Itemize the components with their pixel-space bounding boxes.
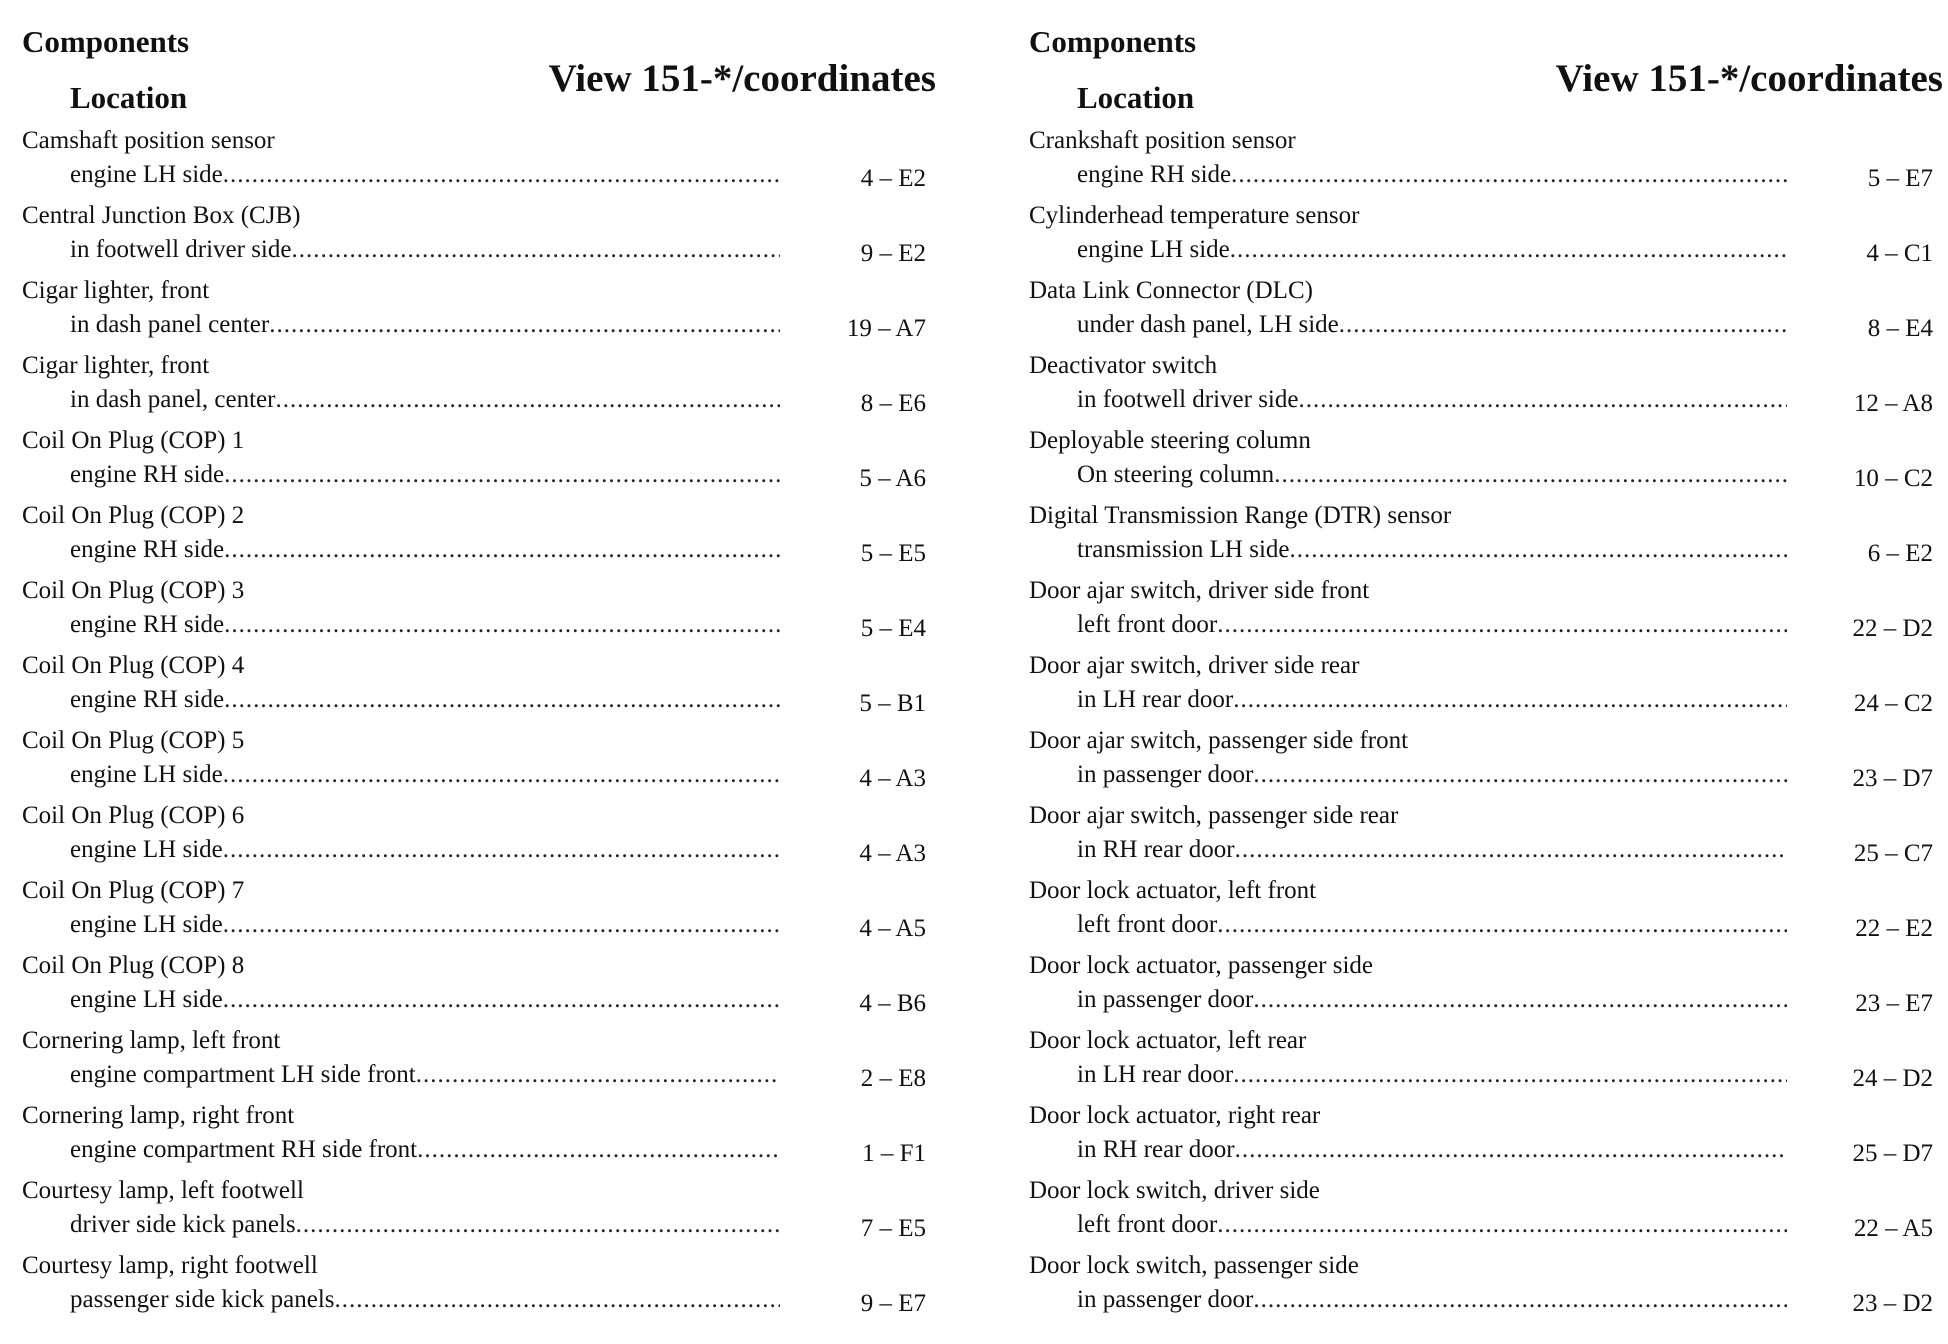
location-line [1077,610,1787,640]
component-name: Deactivator switch [1029,352,1218,379]
component-name: Cigar lighter, front [22,352,210,379]
component-location: engine RH side [70,536,225,563]
location-heading: Location [70,80,188,115]
list-item [16,726,956,801]
components-heading: Components [1029,24,1197,59]
view-coordinate: 4 – C1 [1866,240,1933,267]
component-location: engine compartment RH side front [70,1136,418,1163]
component-location: transmission LH side [1077,536,1290,563]
component-location: left front door [1077,911,1218,938]
view-coordinate: 25 – D7 [1852,1140,1933,1167]
location-line [70,535,780,565]
component-name: Cylinderhead temperature sensor [1029,202,1360,229]
dot-leader [1217,910,1787,940]
right-page [1023,0,1948,1344]
dot-leader [416,1060,780,1090]
component-location: in RH rear door [1077,1136,1235,1163]
component-name: Door ajar switch, passenger side rear [1029,802,1399,829]
location-line [1077,985,1787,1015]
list-item [1023,126,1948,201]
view-coordinate: 23 – D2 [1852,1290,1933,1317]
list-item [16,576,956,651]
dot-leader [1235,835,1787,865]
location-line [70,1285,780,1315]
view-coordinate: 5 – E4 [860,615,926,642]
dot-leader [224,460,780,490]
location-heading: Location [1077,80,1195,115]
list-item [16,501,956,576]
view-coordinate: 23 – E7 [1855,990,1933,1017]
dot-leader [1253,985,1787,1015]
component-name: Door lock switch, passenger side [1029,1252,1359,1279]
component-name: Cornering lamp, right front [22,1102,295,1129]
component-name: Coil On Plug (COP) 7 [22,877,245,904]
component-name: Cigar lighter, front [22,277,210,304]
view-coordinate: 10 – C2 [1853,465,1933,492]
component-location: engine compartment LH side front [70,1061,416,1088]
dot-leader [1233,1060,1787,1090]
component-location: in passenger door [1077,1286,1254,1313]
dot-leader [223,910,780,940]
list-item [1023,651,1948,726]
location-line [1077,235,1787,265]
dot-leader [224,685,780,715]
dot-leader [1231,160,1787,190]
list-item [16,126,956,201]
location-line [70,685,780,715]
component-location: engine LH side [1077,236,1230,263]
list-item [16,1176,956,1251]
list-item [1023,501,1948,576]
view-coordinate: 1 – F1 [862,1140,926,1167]
dot-leader [223,760,780,790]
view-coordinate: 4 – B6 [859,990,926,1017]
location-line [1077,535,1787,565]
component-name: Crankshaft position sensor [1029,127,1296,154]
view-coordinate: 4 – A5 [859,915,926,942]
location-line [1077,310,1787,340]
view-coordinate: 4 – E2 [860,165,926,192]
view-coordinate: 6 – E2 [1867,540,1933,567]
dot-leader [1230,235,1787,265]
component-name: Door lock switch, driver side [1029,1177,1320,1204]
location-line [70,385,780,415]
view-coordinate: 4 – A3 [859,765,926,792]
component-location: engine LH side [70,911,223,938]
dot-leader [1233,685,1787,715]
component-location: in LH rear door [1077,1061,1234,1088]
location-line [1077,835,1787,865]
location-line [70,310,780,340]
view-coordinate: 23 – D7 [1852,765,1933,792]
dot-leader [223,835,780,865]
list-item [16,951,956,1026]
component-name: Door lock actuator, passenger side [1029,952,1374,979]
component-location: left front door [1077,611,1218,638]
component-name: Door ajar switch, passenger side front [1029,727,1409,754]
dot-leader [223,985,780,1015]
view-coordinate: 8 – E6 [860,390,926,417]
location-line [1077,685,1787,715]
component-name: Data Link Connector (DLC) [1029,277,1313,304]
view-coordinate: 22 – D2 [1852,615,1933,642]
component-location: in LH rear door [1077,686,1234,713]
component-name: Coil On Plug (COP) 1 [22,427,245,454]
location-line [70,760,780,790]
location-line [70,1210,780,1240]
component-location: engine RH side [70,611,225,638]
list-item [1023,276,1948,351]
component-location: engine RH side [70,461,225,488]
component-location: left front door [1077,1211,1218,1238]
view-coordinate: 24 – D2 [1852,1065,1933,1092]
component-location: engine LH side [70,986,223,1013]
dot-leader [224,610,780,640]
location-line [70,610,780,640]
component-name: Camshaft position sensor [22,127,275,154]
location-line [1077,160,1787,190]
dot-leader [296,1210,780,1240]
component-name: Door lock actuator, right rear [1029,1102,1321,1129]
component-name: Door lock actuator, left rear [1029,1027,1307,1054]
component-location: driver side kick panels [70,1211,296,1238]
location-line [1077,1285,1787,1315]
component-location: in footwell driver side [1077,386,1299,413]
list-item [1023,1101,1948,1176]
location-line [70,1060,780,1090]
view-coordinate: 4 – A3 [859,840,926,867]
list-item [16,876,956,951]
dot-leader [275,385,780,415]
component-name: Digital Transmission Range (DTR) sensor [1029,502,1452,529]
list-item [1023,351,1948,426]
component-name: Deployable steering column [1029,427,1311,454]
component-list [16,126,956,1326]
view-coordinates-heading: View 151-*/coordinates [548,57,936,100]
list-item [16,651,956,726]
component-location: engine LH side [70,161,223,188]
component-location: engine LH side [70,836,223,863]
component-name: Coil On Plug (COP) 4 [22,652,245,679]
location-line [70,460,780,490]
component-list [1023,126,1948,1326]
location-line [1077,1135,1787,1165]
list-item [1023,576,1948,651]
list-item [16,426,956,501]
component-name: Coil On Plug (COP) 8 [22,952,245,979]
view-coordinate: 22 – A5 [1853,1215,1933,1242]
dot-leader [1253,1285,1787,1315]
component-location: engine RH side [1077,161,1232,188]
location-line [70,910,780,940]
component-name: Central Junction Box (CJB) [22,202,301,229]
list-item [16,801,956,876]
list-item [16,1101,956,1176]
view-coordinate: 5 – B1 [859,690,926,717]
location-line [70,1135,780,1165]
component-location: in dash panel center [70,311,270,338]
view-coordinate: 2 – E8 [860,1065,926,1092]
list-item [1023,1251,1948,1326]
component-name: Coil On Plug (COP) 6 [22,802,245,829]
dot-leader [335,1285,780,1315]
list-item [1023,426,1948,501]
view-coordinate: 5 – A6 [859,465,926,492]
view-coordinate: 19 – A7 [846,315,926,342]
dot-leader [1235,1135,1787,1165]
location-line [70,835,780,865]
list-item [16,201,956,276]
view-coordinate: 8 – E4 [1867,315,1933,342]
component-name: Door ajar switch, driver side front [1029,577,1370,604]
list-item [1023,801,1948,876]
view-coordinate: 5 – E7 [1867,165,1933,192]
view-coordinate: 12 – A8 [1853,390,1933,417]
dot-leader [1298,385,1787,415]
component-location: under dash panel, LH side [1077,311,1339,338]
component-name: Door lock actuator, left front [1029,877,1317,904]
list-item [1023,876,1948,951]
location-line [70,160,780,190]
location-line [1077,385,1787,415]
dot-leader [1217,1210,1787,1240]
location-line [1077,460,1787,490]
list-item [16,351,956,426]
view-coordinate: 7 – E5 [860,1215,926,1242]
list-item [1023,201,1948,276]
dot-leader [1217,610,1787,640]
left-page [16,0,956,1344]
component-location: in footwell driver side [70,236,292,263]
component-name: Coil On Plug (COP) 2 [22,502,245,529]
dot-leader [1339,310,1787,340]
location-line [1077,1060,1787,1090]
component-name: Door ajar switch, driver side rear [1029,652,1360,679]
view-coordinate: 5 – E5 [860,540,926,567]
location-line [1077,910,1787,940]
component-location: in dash panel, center [70,386,276,413]
dot-leader [223,160,780,190]
component-location: in RH rear door [1077,836,1235,863]
location-line [70,235,780,265]
component-name: Cornering lamp, left front [22,1027,281,1054]
view-coordinate: 9 – E7 [860,1290,926,1317]
dot-leader [291,235,780,265]
view-coordinate: 22 – E2 [1855,915,1933,942]
view-coordinate: 25 – C7 [1853,840,1933,867]
dot-leader [224,535,780,565]
component-location: engine RH side [70,686,225,713]
component-location: in passenger door [1077,761,1254,788]
list-item [16,276,956,351]
view-coordinate: 9 – E2 [860,240,926,267]
dot-leader [1253,760,1787,790]
dot-leader [417,1135,780,1165]
dot-leader [1274,460,1787,490]
list-item [16,1026,956,1101]
location-line [1077,760,1787,790]
list-item [16,1251,956,1326]
components-heading: Components [22,24,190,59]
location-line [1077,1210,1787,1240]
list-item [1023,726,1948,801]
component-name: Courtesy lamp, left footwell [22,1177,304,1204]
dot-leader [269,310,780,340]
view-coordinate: 24 – C2 [1853,690,1933,717]
list-item [1023,951,1948,1026]
component-name: Courtesy lamp, right footwell [22,1252,318,1279]
component-location: in passenger door [1077,986,1254,1013]
list-item [1023,1026,1948,1101]
view-coordinates-heading: View 151-*/coordinates [1555,57,1943,100]
list-item [1023,1176,1948,1251]
dot-leader [1290,535,1788,565]
component-location: passenger side kick panels [70,1286,335,1313]
location-line [70,985,780,1015]
component-name: Coil On Plug (COP) 5 [22,727,245,754]
component-location: engine LH side [70,761,223,788]
component-name: Coil On Plug (COP) 3 [22,577,245,604]
component-location: On steering column [1077,461,1275,488]
